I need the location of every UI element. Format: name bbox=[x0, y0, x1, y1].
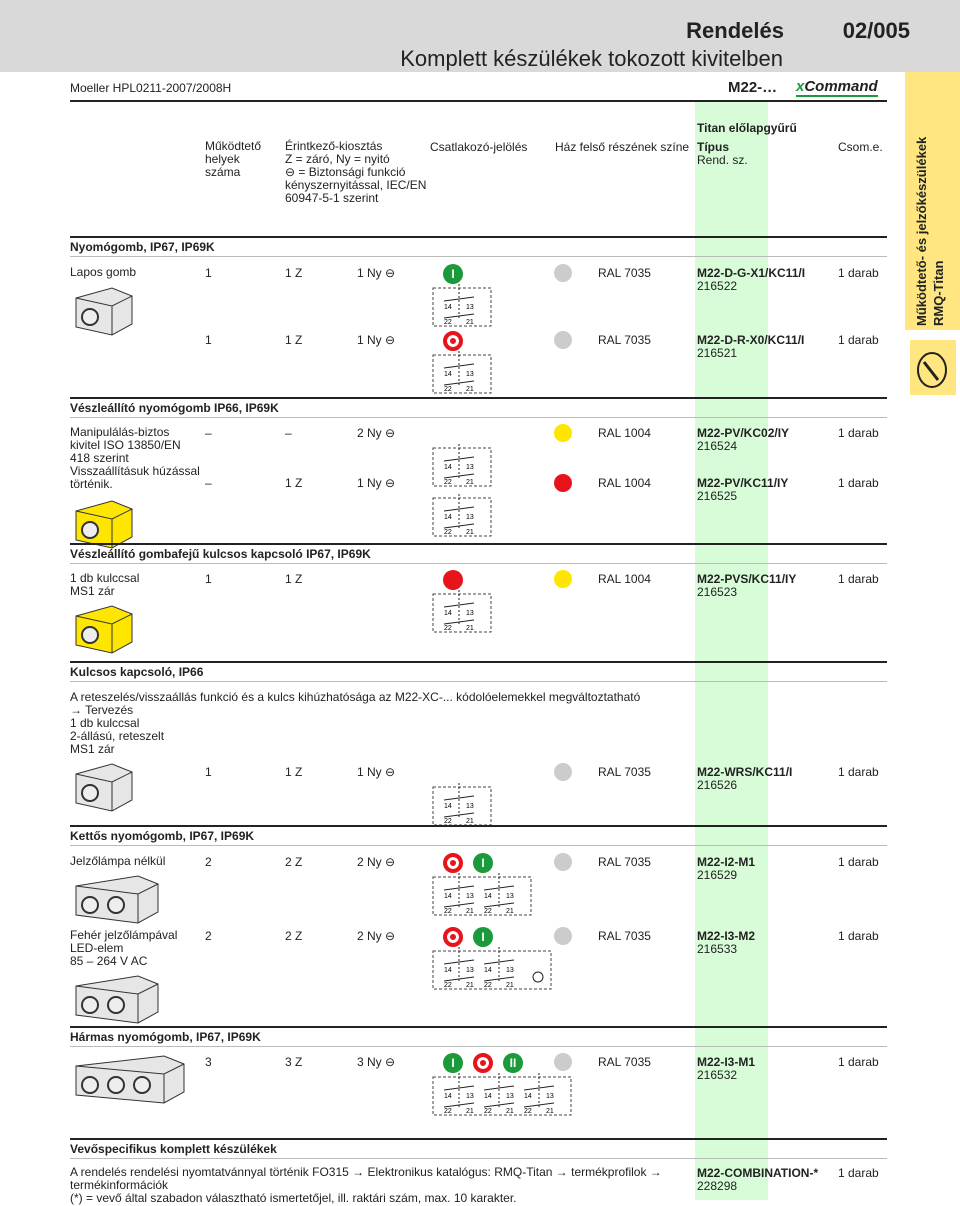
svg-text:14: 14 bbox=[484, 1093, 492, 1100]
svg-text:13: 13 bbox=[466, 304, 474, 311]
contacts-no: 3 Z bbox=[285, 1055, 303, 1069]
svg-text:13: 13 bbox=[466, 803, 474, 810]
contacts-no: – bbox=[285, 426, 292, 440]
svg-text:13: 13 bbox=[466, 514, 474, 521]
contacts-nc: 2 Ny ⊖ bbox=[357, 929, 396, 943]
contacts-nc: 1 Ny ⊖ bbox=[357, 266, 396, 280]
device-illustration-icon bbox=[72, 970, 164, 1026]
row-label: Fehér jelzőlámpával LED-elem 85 – 264 V AC bbox=[70, 928, 178, 968]
type-code: M22-D-R-X0/KC11/I bbox=[697, 333, 805, 347]
places-count: 1 bbox=[205, 765, 212, 779]
order-number: 216523 bbox=[697, 585, 738, 599]
pack-unit: 1 darab bbox=[838, 572, 879, 586]
svg-text:21: 21 bbox=[546, 1108, 554, 1115]
svg-text:22: 22 bbox=[444, 479, 452, 486]
svg-text:22: 22 bbox=[444, 529, 452, 536]
housing-color-swatch bbox=[554, 853, 572, 871]
contact-diagram-icon bbox=[432, 947, 552, 991]
device-illustration-icon bbox=[72, 600, 138, 656]
col-terminal: Csatlakozó-jelölés bbox=[430, 140, 528, 154]
contact-diagram-icon bbox=[432, 590, 492, 634]
svg-text:13: 13 bbox=[466, 464, 474, 471]
svg-text:14: 14 bbox=[524, 1093, 532, 1100]
order-number: 216524 bbox=[697, 439, 738, 453]
svg-text:14: 14 bbox=[444, 893, 452, 900]
contacts-no: 1 Z bbox=[285, 572, 303, 586]
svg-text:22: 22 bbox=[484, 1108, 492, 1115]
svg-text:22: 22 bbox=[484, 982, 492, 989]
svg-text:13: 13 bbox=[506, 893, 514, 900]
contacts-nc: 2 Ny ⊖ bbox=[357, 426, 396, 440]
svg-text:21: 21 bbox=[466, 386, 474, 393]
device-illustration-icon bbox=[72, 282, 138, 338]
svg-text:22: 22 bbox=[444, 386, 452, 393]
section-divider bbox=[70, 1138, 887, 1140]
order-number: 216521 bbox=[697, 346, 738, 360]
contacts-no: 1 Z bbox=[285, 765, 303, 779]
contact-diagram-icon bbox=[432, 444, 492, 488]
housing-ral: RAL 7035 bbox=[598, 333, 651, 347]
row-label: Manipulálás-biztos kivitel ISO 13850/EN 418 szerint Visszaállításuk húzással történik. bbox=[70, 425, 200, 491]
svg-text:21: 21 bbox=[466, 529, 474, 536]
housing-color-swatch bbox=[554, 927, 572, 945]
contact-diagram-icon bbox=[432, 494, 492, 538]
svg-text:21: 21 bbox=[466, 908, 474, 915]
col-type: Típus bbox=[697, 140, 729, 154]
section-divider bbox=[70, 825, 887, 827]
svg-text:13: 13 bbox=[466, 610, 474, 617]
type-code: M22-D-G-X1/KC11/I bbox=[697, 266, 806, 280]
device-illustration-icon bbox=[72, 758, 138, 814]
series-label: M22-… bbox=[728, 79, 778, 96]
section-heading: Vészleállító gombafejű kulcsos kapcsoló IP67, IP69K bbox=[70, 547, 371, 561]
svg-text:21: 21 bbox=[506, 1108, 514, 1115]
svg-text:22: 22 bbox=[444, 818, 452, 825]
section-divider bbox=[70, 661, 887, 663]
section-note: A reteszelés/visszaállás funkció és a kulcs kihúzhatósága az M22-XC-... kódolóelemekkel megváltoztatható → Tervezés 1 db kulccsal 2-állású, reteszelt MS1 zár bbox=[70, 690, 641, 756]
places-count: 2 bbox=[205, 855, 212, 869]
places-count: – bbox=[205, 476, 212, 490]
svg-text:14: 14 bbox=[484, 967, 492, 974]
svg-text:13: 13 bbox=[466, 1093, 474, 1100]
contacts-nc: 1 Ny ⊖ bbox=[357, 765, 396, 779]
order-number: 216522 bbox=[697, 279, 738, 293]
section-divider bbox=[70, 543, 887, 545]
housing-color-swatch bbox=[554, 1053, 572, 1071]
svg-text:21: 21 bbox=[466, 982, 474, 989]
places-count: – bbox=[205, 426, 212, 440]
svg-text:14: 14 bbox=[444, 304, 452, 311]
col-pack: Csom.e. bbox=[838, 140, 883, 154]
svg-text:13: 13 bbox=[466, 967, 474, 974]
stop-button-icon bbox=[443, 927, 463, 947]
section-heading: Vevőspecifikus komplett készülékek bbox=[70, 1142, 277, 1156]
col-titan: Titan előlapgyűrű bbox=[697, 121, 797, 135]
type-code: M22-I2-M1 bbox=[697, 855, 756, 869]
type-code: M22-PVS/KC11/IY bbox=[697, 572, 797, 586]
contacts-no: 1 Z bbox=[285, 333, 303, 347]
stop-button-icon bbox=[443, 331, 463, 351]
pack-unit: 1 darab bbox=[838, 929, 879, 943]
start-button-icon: I bbox=[473, 853, 493, 873]
type-code: M22-COMBINATION-* bbox=[697, 1166, 819, 1180]
svg-text:14: 14 bbox=[444, 803, 452, 810]
row-divider bbox=[70, 1158, 887, 1159]
housing-color-swatch bbox=[554, 424, 572, 442]
pack-unit: 1 darab bbox=[838, 1166, 879, 1180]
svg-text:22: 22 bbox=[444, 982, 452, 989]
housing-ral: RAL 7035 bbox=[598, 855, 651, 869]
row-divider bbox=[70, 563, 887, 564]
col-housing: Ház felső részének színe bbox=[555, 140, 690, 154]
page-number: 02/005 bbox=[842, 18, 910, 43]
pack-unit: 1 darab bbox=[838, 1055, 879, 1069]
row-label: Jelzőlámpa nélkül bbox=[70, 854, 166, 868]
housing-ral: RAL 1004 bbox=[598, 476, 651, 490]
contacts-no: 2 Z bbox=[285, 855, 303, 869]
housing-ral: RAL 7035 bbox=[598, 765, 651, 779]
section-heading: Nyomógomb, IP67, IP69K bbox=[70, 240, 215, 254]
svg-text:22: 22 bbox=[444, 625, 452, 632]
housing-color-swatch bbox=[554, 763, 572, 781]
start-button-icon: II bbox=[503, 1053, 523, 1073]
pack-unit: 1 darab bbox=[838, 855, 879, 869]
svg-text:14: 14 bbox=[444, 610, 452, 617]
housing-ral: RAL 1004 bbox=[598, 572, 651, 586]
svg-text:22: 22 bbox=[444, 319, 452, 326]
pack-unit: 1 darab bbox=[838, 266, 879, 280]
section-heading: Vészleállító nyomógomb IP66, IP69K bbox=[70, 401, 279, 415]
svg-text:14: 14 bbox=[444, 1093, 452, 1100]
svg-text:13: 13 bbox=[506, 967, 514, 974]
svg-text:14: 14 bbox=[484, 893, 492, 900]
housing-ral: RAL 7035 bbox=[598, 1055, 651, 1069]
section-heading: Hármas nyomógomb, IP67, IP69K bbox=[70, 1030, 261, 1044]
start-button-icon: I bbox=[443, 264, 463, 284]
contact-diagram-icon bbox=[432, 284, 492, 328]
col-order: Rend. sz. bbox=[697, 153, 748, 167]
device-illustration-icon bbox=[72, 870, 164, 926]
svg-text:21: 21 bbox=[506, 908, 514, 915]
type-code: M22-I3-M2 bbox=[697, 929, 756, 943]
housing-color-swatch bbox=[554, 474, 572, 492]
stop-button-icon bbox=[473, 1053, 493, 1073]
page-subtitle: Komplett készülékek tokozott kivitelben bbox=[400, 46, 783, 71]
svg-text:21: 21 bbox=[466, 625, 474, 632]
order-number: 216532 bbox=[697, 1068, 738, 1082]
col-contacts: Érintkező-kiosztás Z = záró, Ny = nyitó ⊖ = Biztonsági funkció kényszernyitással, IEC/EN 60947-5-1 szerint bbox=[285, 139, 427, 205]
housing-color-swatch bbox=[554, 264, 572, 282]
contacts-nc: 1 Ny ⊖ bbox=[357, 333, 396, 347]
row-label: Lapos gomb bbox=[70, 265, 137, 279]
housing-ral: RAL 1004 bbox=[598, 426, 651, 440]
housing-color-swatch bbox=[554, 331, 572, 349]
sidebar-line1: Működtető- és jelzőkészülékek bbox=[914, 136, 929, 326]
order-number: 216533 bbox=[697, 942, 738, 956]
sidebar-line2: RMQ-Titan bbox=[931, 260, 946, 326]
order-number: 216529 bbox=[697, 868, 738, 882]
section-heading: Kulcsos kapcsoló, IP66 bbox=[70, 665, 204, 679]
start-button-icon: I bbox=[443, 1053, 463, 1073]
svg-text:21: 21 bbox=[506, 982, 514, 989]
pack-unit: 1 darab bbox=[838, 426, 879, 440]
svg-text:14: 14 bbox=[444, 514, 452, 521]
section-heading: Kettős nyomógomb, IP67, IP69K bbox=[70, 829, 255, 843]
divider bbox=[70, 100, 887, 102]
svg-text:13: 13 bbox=[506, 1093, 514, 1100]
contact-diagram-icon bbox=[432, 351, 492, 395]
pack-unit: 1 darab bbox=[838, 333, 879, 347]
col-places: Működtető helyek száma bbox=[205, 139, 262, 179]
svg-text:14: 14 bbox=[444, 464, 452, 471]
section-divider bbox=[70, 1026, 887, 1028]
row-divider bbox=[70, 681, 887, 682]
places-count: 1 bbox=[205, 572, 212, 586]
stop-button-icon bbox=[443, 853, 463, 873]
contacts-nc: 1 Ny ⊖ bbox=[357, 476, 396, 490]
brand-logo: xCommand bbox=[796, 78, 878, 95]
pack-unit: 1 darab bbox=[838, 476, 879, 490]
type-code: M22-PV/KC11/IY bbox=[697, 476, 789, 490]
sidebar-label bbox=[913, 137, 947, 326]
section-divider bbox=[70, 397, 887, 399]
row-divider bbox=[70, 1046, 887, 1047]
contact-diagram-icon bbox=[432, 873, 532, 917]
svg-text:21: 21 bbox=[466, 319, 474, 326]
housing-color-swatch bbox=[554, 570, 572, 588]
contacts-no: 1 Z bbox=[285, 266, 303, 280]
order-number: 228298 bbox=[697, 1179, 738, 1193]
svg-text:22: 22 bbox=[444, 1108, 452, 1115]
contacts-nc: 3 Ny ⊖ bbox=[357, 1055, 396, 1069]
pack-unit: 1 darab bbox=[838, 765, 879, 779]
contacts-nc: 2 Ny ⊖ bbox=[357, 855, 396, 869]
type-code: M22-WRS/KC11/I bbox=[697, 765, 793, 779]
places-count: 1 bbox=[205, 333, 212, 347]
contact-diagram-icon bbox=[432, 1073, 572, 1117]
svg-text:21: 21 bbox=[466, 1108, 474, 1115]
catalog-ref: Moeller HPL0211-2007/2008H bbox=[70, 81, 232, 95]
svg-text:14: 14 bbox=[444, 371, 452, 378]
places-count: 1 bbox=[205, 266, 212, 280]
section-note: A rendelés rendelési nyomtatvánnyal történik FO315 → Elektronikus katalógus: RMQ-Titan → termékprofilok → termékinformációk (*) = vevő által szabadon választható ismertetőjel, ill. raktári szám, max. 10 karakter. bbox=[70, 1165, 662, 1205]
svg-text:22: 22 bbox=[484, 908, 492, 915]
svg-text:21: 21 bbox=[466, 479, 474, 486]
row-divider bbox=[70, 417, 887, 418]
svg-text:13: 13 bbox=[546, 1093, 554, 1100]
rotary-switch-icon bbox=[910, 340, 956, 395]
order-number: 216526 bbox=[697, 778, 738, 792]
housing-ral: RAL 7035 bbox=[598, 266, 651, 280]
red-mushroom-button-icon bbox=[443, 570, 463, 590]
row-divider bbox=[70, 256, 887, 257]
housing-ral: RAL 7035 bbox=[598, 929, 651, 943]
type-code: M22-PV/KC02/IY bbox=[697, 426, 790, 440]
svg-text:13: 13 bbox=[466, 893, 474, 900]
type-code: M22-I3-M1 bbox=[697, 1055, 756, 1069]
contacts-no: 1 Z bbox=[285, 476, 303, 490]
svg-text:21: 21 bbox=[466, 818, 474, 825]
order-number: 216525 bbox=[697, 489, 738, 503]
svg-text:22: 22 bbox=[524, 1108, 532, 1115]
row-divider bbox=[70, 845, 887, 846]
section-title: Rendelés bbox=[686, 18, 784, 43]
row-label: 1 db kulccsal MS1 zár bbox=[70, 571, 140, 598]
svg-text:13: 13 bbox=[466, 371, 474, 378]
svg-text:22: 22 bbox=[444, 908, 452, 915]
contact-diagram-icon bbox=[432, 783, 492, 827]
device-illustration-icon bbox=[72, 1050, 190, 1106]
section-divider bbox=[70, 236, 887, 238]
contacts-no: 2 Z bbox=[285, 929, 303, 943]
svg-text:14: 14 bbox=[444, 967, 452, 974]
places-count: 3 bbox=[205, 1055, 212, 1069]
places-count: 2 bbox=[205, 929, 212, 943]
start-button-icon: I bbox=[473, 927, 493, 947]
